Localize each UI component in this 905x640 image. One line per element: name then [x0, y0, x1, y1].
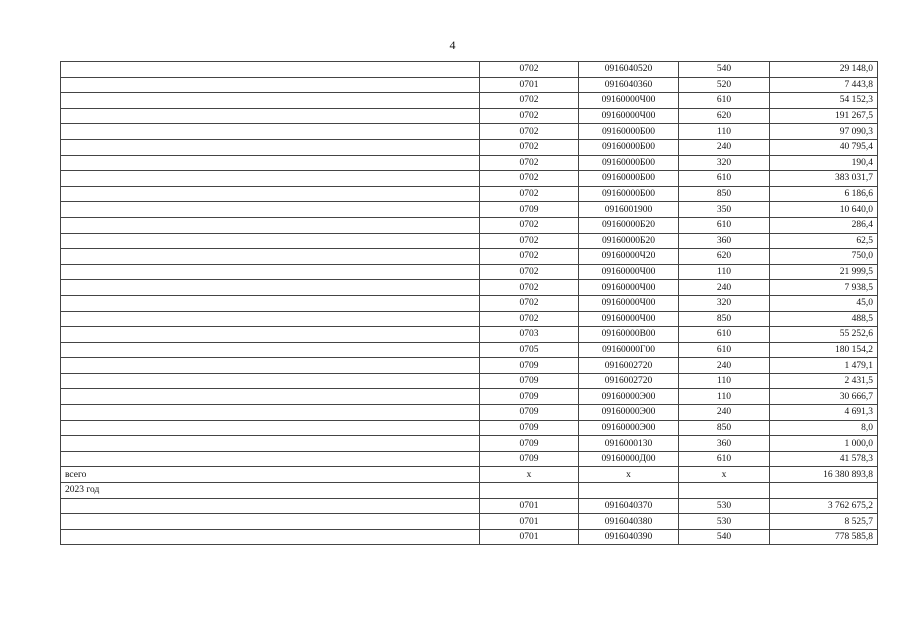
target-article-cell: 09160000Б00 [579, 139, 679, 155]
target-article-cell: 09160000Ч00 [579, 311, 679, 327]
expense-type-cell: 110 [679, 264, 770, 280]
table-row [61, 420, 878, 436]
amount-cell: 40 795,4 [770, 139, 878, 155]
expense-type-cell: 610 [679, 217, 770, 233]
target-article-cell: 09160000Д00 [579, 451, 679, 467]
row-name-cell [61, 202, 480, 218]
row-name-cell [61, 358, 480, 374]
target-article-cell: 0916002720 [579, 358, 679, 374]
table-row [61, 436, 878, 452]
section-code-cell: 0702 [480, 62, 579, 78]
expense-type-cell: 620 [679, 108, 770, 124]
section-code-cell: 0702 [480, 217, 579, 233]
row-name-cell [61, 233, 480, 249]
row-name-cell [61, 529, 480, 545]
expense-type-cell: 240 [679, 139, 770, 155]
section-code-cell: x [480, 467, 579, 483]
row-name-cell [61, 342, 480, 358]
expense-type-cell: 520 [679, 77, 770, 93]
target-article-cell: 09160000В00 [579, 327, 679, 343]
row-name-cell [61, 77, 480, 93]
amount-cell: 7 938,5 [770, 280, 878, 296]
expense-type-cell: 850 [679, 311, 770, 327]
amount-cell: 29 148,0 [770, 62, 878, 78]
target-article-cell: 09160000Б00 [579, 171, 679, 187]
expense-type-cell: 610 [679, 171, 770, 187]
section-code-cell: 0702 [480, 108, 579, 124]
amount-cell: 97 090,3 [770, 124, 878, 140]
table-row [61, 93, 878, 109]
expense-type-cell: 110 [679, 124, 770, 140]
target-article-cell: 0916001900 [579, 202, 679, 218]
table-row [61, 295, 878, 311]
section-code-cell: 0709 [480, 389, 579, 405]
section-code-cell: 0701 [480, 77, 579, 93]
amount-cell: 1 479,1 [770, 358, 878, 374]
table-row [61, 358, 878, 374]
expense-type-cell [679, 483, 770, 499]
amount-cell: 383 031,7 [770, 171, 878, 187]
target-article-cell [579, 483, 679, 499]
target-article-cell: 0916002720 [579, 373, 679, 389]
expense-type-cell: 360 [679, 436, 770, 452]
table-row [61, 327, 878, 343]
table-row [61, 155, 878, 171]
amount-cell: 8,0 [770, 420, 878, 436]
section-code-cell: 0702 [480, 311, 579, 327]
amount-cell: 750,0 [770, 249, 878, 265]
target-article-cell: 0916000130 [579, 436, 679, 452]
table-row [61, 108, 878, 124]
expense-type-cell: 320 [679, 295, 770, 311]
expense-type-cell: 850 [679, 186, 770, 202]
row-name-cell: 2023 год [61, 483, 480, 499]
amount-cell: 41 578,3 [770, 451, 878, 467]
amount-cell: 6 186,6 [770, 186, 878, 202]
row-name-cell [61, 108, 480, 124]
target-article-cell: 09160000Б20 [579, 217, 679, 233]
expense-type-cell: 240 [679, 358, 770, 374]
section-code-cell: 0703 [480, 327, 579, 343]
target-article-cell: 09160000Б00 [579, 155, 679, 171]
section-code-cell: 0702 [480, 93, 579, 109]
table-row [61, 171, 878, 187]
target-article-cell: 09160000Г00 [579, 342, 679, 358]
row-name-cell [61, 93, 480, 109]
table-row [61, 514, 878, 530]
target-article-cell: 0916040380 [579, 514, 679, 530]
target-article-cell: 09160000Ч00 [579, 264, 679, 280]
amount-cell: 4 691,3 [770, 405, 878, 421]
section-code-cell: 0709 [480, 436, 579, 452]
table-row [61, 529, 878, 545]
amount-cell: 2 431,5 [770, 373, 878, 389]
expense-type-cell: 530 [679, 498, 770, 514]
row-name-cell: всего [61, 467, 480, 483]
table-row [61, 62, 878, 78]
table-row [61, 217, 878, 233]
target-article-cell: 09160000Б00 [579, 124, 679, 140]
table-row [61, 124, 878, 140]
expense-type-cell: 610 [679, 93, 770, 109]
amount-cell: 180 154,2 [770, 342, 878, 358]
amount-cell: 10 640,0 [770, 202, 878, 218]
table-row [61, 467, 878, 483]
section-code-cell: 0702 [480, 233, 579, 249]
target-article-cell: 0916040360 [579, 77, 679, 93]
target-article-cell: 0916040520 [579, 62, 679, 78]
section-code-cell: 0705 [480, 342, 579, 358]
table-row [61, 342, 878, 358]
section-code-cell: 0702 [480, 249, 579, 265]
amount-cell: 54 152,3 [770, 93, 878, 109]
row-name-cell [61, 249, 480, 265]
row-name-cell [61, 373, 480, 389]
amount-cell: 30 666,7 [770, 389, 878, 405]
amount-cell: 8 525,7 [770, 514, 878, 530]
row-name-cell [61, 389, 480, 405]
amount-cell: 778 585,8 [770, 529, 878, 545]
row-name-cell [61, 139, 480, 155]
row-name-cell [61, 155, 480, 171]
target-article-cell: x [579, 467, 679, 483]
amount-cell: 62,5 [770, 233, 878, 249]
table-row [61, 77, 878, 93]
target-article-cell: 09160000Б00 [579, 186, 679, 202]
table-row [61, 483, 878, 499]
amount-cell: 55 252,6 [770, 327, 878, 343]
row-name-cell [61, 124, 480, 140]
table-row [61, 139, 878, 155]
target-article-cell: 09160000Ч00 [579, 280, 679, 296]
target-article-cell: 09160000Э00 [579, 420, 679, 436]
expense-type-cell: 110 [679, 373, 770, 389]
section-code-cell: 0709 [480, 202, 579, 218]
expense-type-cell: 360 [679, 233, 770, 249]
expense-type-cell: 610 [679, 327, 770, 343]
table-row [61, 280, 878, 296]
target-article-cell: 0916040370 [579, 498, 679, 514]
amount-cell: 45,0 [770, 295, 878, 311]
amount-cell: 16 380 893,8 [770, 467, 878, 483]
row-name-cell [61, 171, 480, 187]
budget-table-body [61, 62, 878, 545]
expense-type-cell: 540 [679, 62, 770, 78]
table-row [61, 233, 878, 249]
amount-cell: 191 267,5 [770, 108, 878, 124]
row-name-cell [61, 280, 480, 296]
row-name-cell [61, 436, 480, 452]
target-article-cell: 09160000Б20 [579, 233, 679, 249]
expense-type-cell: 350 [679, 202, 770, 218]
section-code-cell: 0702 [480, 264, 579, 280]
row-name-cell [61, 405, 480, 421]
section-code-cell: 0702 [480, 155, 579, 171]
table-row [61, 498, 878, 514]
expense-type-cell: 320 [679, 155, 770, 171]
section-code-cell: 0709 [480, 405, 579, 421]
expense-type-cell: 240 [679, 405, 770, 421]
expense-type-cell: 620 [679, 249, 770, 265]
table-row [61, 405, 878, 421]
page-number: 4 [449, 38, 456, 52]
section-code-cell: 0701 [480, 514, 579, 530]
section-code-cell: 0709 [480, 451, 579, 467]
table-row [61, 249, 878, 265]
section-code-cell: 0701 [480, 529, 579, 545]
section-code-cell: 0702 [480, 295, 579, 311]
row-name-cell [61, 62, 480, 78]
table-row [61, 311, 878, 327]
expense-type-cell: x [679, 467, 770, 483]
row-name-cell [61, 327, 480, 343]
section-code-cell: 0709 [480, 358, 579, 374]
table-row [61, 451, 878, 467]
target-article-cell: 09160000Э00 [579, 389, 679, 405]
expense-type-cell: 240 [679, 280, 770, 296]
expense-type-cell: 540 [679, 529, 770, 545]
target-article-cell: 09160000Ч00 [579, 295, 679, 311]
section-code-cell: 0709 [480, 373, 579, 389]
expense-type-cell: 610 [679, 342, 770, 358]
target-article-cell: 09160000Ч00 [579, 93, 679, 109]
section-code-cell: 0702 [480, 171, 579, 187]
amount-cell: 1 000,0 [770, 436, 878, 452]
target-article-cell: 09160000Ч00 [579, 108, 679, 124]
row-name-cell [61, 264, 480, 280]
amount-cell: 3 762 675,2 [770, 498, 878, 514]
row-name-cell [61, 420, 480, 436]
section-code-cell: 0702 [480, 124, 579, 140]
section-code-cell: 0702 [480, 280, 579, 296]
row-name-cell [61, 514, 480, 530]
section-code-cell: 0702 [480, 186, 579, 202]
target-article-cell: 09160000Э00 [579, 405, 679, 421]
target-article-cell: 09160000Ч20 [579, 249, 679, 265]
amount-cell: 488,5 [770, 311, 878, 327]
amount-cell: 286,4 [770, 217, 878, 233]
expense-type-cell: 850 [679, 420, 770, 436]
amount-cell: 190,4 [770, 155, 878, 171]
row-name-cell [61, 217, 480, 233]
section-code-cell [480, 483, 579, 499]
row-name-cell [61, 451, 480, 467]
table-row [61, 186, 878, 202]
section-code-cell: 0709 [480, 420, 579, 436]
expense-type-cell: 530 [679, 514, 770, 530]
target-article-cell: 0916040390 [579, 529, 679, 545]
row-name-cell [61, 186, 480, 202]
amount-cell [770, 483, 878, 499]
amount-cell: 7 443,8 [770, 77, 878, 93]
section-code-cell: 0701 [480, 498, 579, 514]
section-code-cell: 0702 [480, 139, 579, 155]
row-name-cell [61, 311, 480, 327]
table-row [61, 202, 878, 218]
expense-type-cell: 610 [679, 451, 770, 467]
amount-cell: 21 999,5 [770, 264, 878, 280]
budget-table [60, 61, 878, 545]
table-row [61, 389, 878, 405]
expense-type-cell: 110 [679, 389, 770, 405]
row-name-cell [61, 498, 480, 514]
table-row [61, 373, 878, 389]
table-row [61, 264, 878, 280]
row-name-cell [61, 295, 480, 311]
